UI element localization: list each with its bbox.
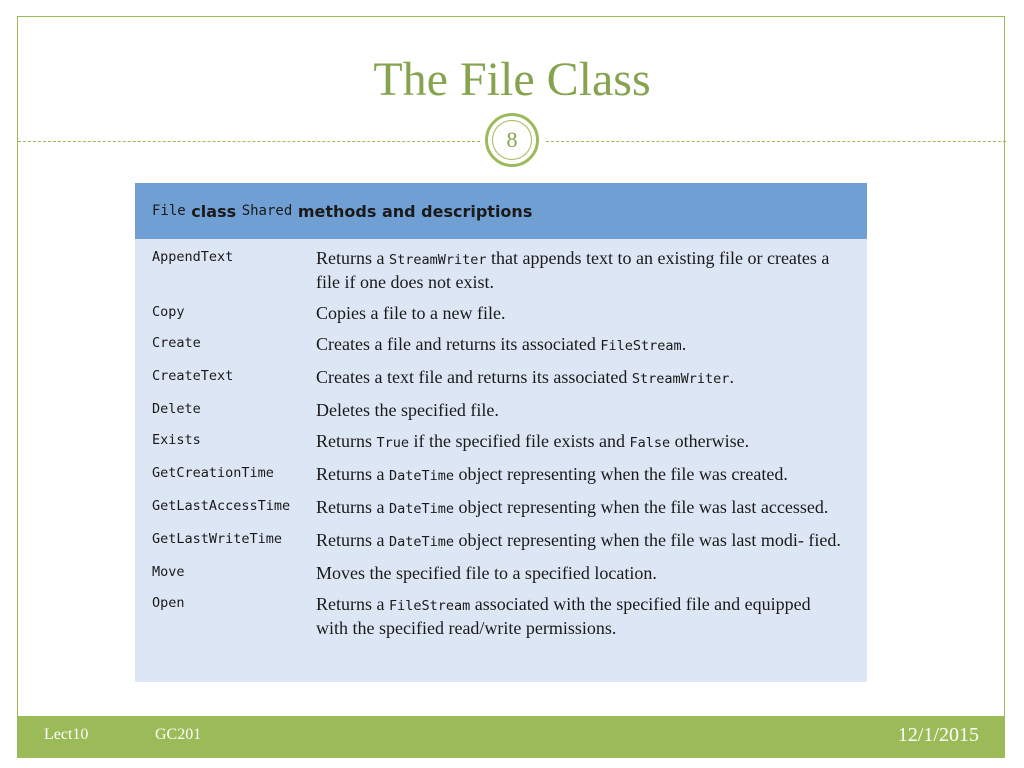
description-code: FileStream bbox=[600, 338, 682, 354]
description-text: otherwise. bbox=[670, 431, 750, 451]
header-rest-label: methods and descriptions bbox=[297, 201, 533, 221]
method-description bbox=[316, 463, 846, 487]
footer-date: 12/1/2015 bbox=[897, 724, 979, 746]
method-name: GetLastWriteTime bbox=[152, 531, 283, 547]
description-text: Returns a bbox=[316, 497, 389, 517]
method-description bbox=[316, 302, 846, 324]
description-code: DateTime bbox=[388, 468, 455, 484]
method-name: Open bbox=[152, 595, 185, 611]
description-text: Creates a file and returns its associated bbox=[316, 334, 601, 354]
table-row bbox=[135, 366, 867, 390]
method-description bbox=[316, 399, 846, 421]
methods-table bbox=[135, 183, 867, 682]
table-row bbox=[135, 463, 867, 487]
description-code: FileStream bbox=[388, 598, 471, 614]
table-row bbox=[135, 302, 867, 324]
method-name: Delete bbox=[152, 401, 201, 417]
description-code: False bbox=[629, 435, 671, 451]
method-description bbox=[316, 562, 846, 584]
description-text: that appends text to an existing file or creates a file if one does not exist. bbox=[316, 248, 830, 292]
method-description bbox=[316, 333, 846, 357]
table-header bbox=[135, 183, 867, 239]
description-code: StreamWriter bbox=[631, 371, 730, 387]
description-text: Moves the specified file to a specified location. bbox=[316, 563, 657, 583]
method-name: Create bbox=[152, 335, 201, 351]
description-text: Returns a bbox=[316, 464, 389, 484]
description-text: object representing when the file was last accessed. bbox=[454, 497, 829, 517]
method-name: Exists bbox=[152, 432, 201, 448]
description-text: . bbox=[681, 334, 687, 354]
description-text: object representing when the file was created. bbox=[454, 464, 788, 484]
method-name: AppendText bbox=[152, 249, 234, 265]
description-text: Returns a bbox=[316, 248, 389, 268]
description-text: Returns a bbox=[316, 530, 389, 550]
table-row bbox=[135, 247, 867, 293]
description-text: Creates a text file and returns its associated bbox=[316, 367, 632, 387]
table-row bbox=[135, 430, 867, 454]
description-code: True bbox=[376, 435, 410, 451]
method-description bbox=[316, 496, 846, 520]
footer-lecture: Lect10 bbox=[44, 726, 89, 743]
description-text: if the specified file exists and bbox=[409, 431, 630, 451]
method-description bbox=[316, 593, 846, 639]
description-code: DateTime bbox=[388, 501, 455, 517]
table-row bbox=[135, 529, 867, 553]
footer-course: GC201 bbox=[155, 726, 202, 743]
table-row bbox=[135, 333, 867, 357]
method-name: Copy bbox=[152, 304, 185, 320]
description-text: . bbox=[729, 367, 734, 387]
method-name: GetCreationTime bbox=[152, 465, 274, 481]
method-description bbox=[316, 430, 846, 454]
description-text: Returns bbox=[316, 431, 377, 451]
method-name: CreateText bbox=[152, 368, 234, 384]
slide-title: The File Class bbox=[373, 53, 651, 106]
description-text: Returns a bbox=[316, 594, 389, 614]
header-class-label: class bbox=[191, 201, 237, 221]
method-name: Move bbox=[152, 564, 185, 580]
page-number-badge bbox=[485, 113, 539, 167]
method-description bbox=[316, 366, 846, 390]
description-text: associated with the specified file and equipped with the specified read/write permissions. bbox=[316, 594, 811, 638]
title-divider-right bbox=[546, 141, 1006, 142]
header-shared-label: Shared bbox=[241, 203, 293, 219]
table-row bbox=[135, 496, 867, 520]
method-description bbox=[316, 247, 846, 293]
header-file-label: File bbox=[152, 203, 186, 219]
description-text: Copies a file to a new file. bbox=[316, 303, 506, 323]
table-row bbox=[135, 593, 867, 639]
method-description bbox=[316, 529, 846, 553]
page-number: 8 bbox=[492, 120, 532, 160]
table-rows bbox=[135, 239, 867, 639]
title-divider-left bbox=[18, 141, 480, 142]
description-text: Deletes the specified file. bbox=[316, 400, 499, 420]
table-row bbox=[135, 562, 867, 584]
method-name: GetLastAccessTime bbox=[152, 498, 291, 514]
description-code: StreamWriter bbox=[388, 252, 487, 268]
description-code: DateTime bbox=[388, 534, 455, 550]
table-row bbox=[135, 399, 867, 421]
description-text: object representing when the file was last modi- fied. bbox=[454, 530, 841, 550]
slide-footer bbox=[18, 716, 1005, 758]
